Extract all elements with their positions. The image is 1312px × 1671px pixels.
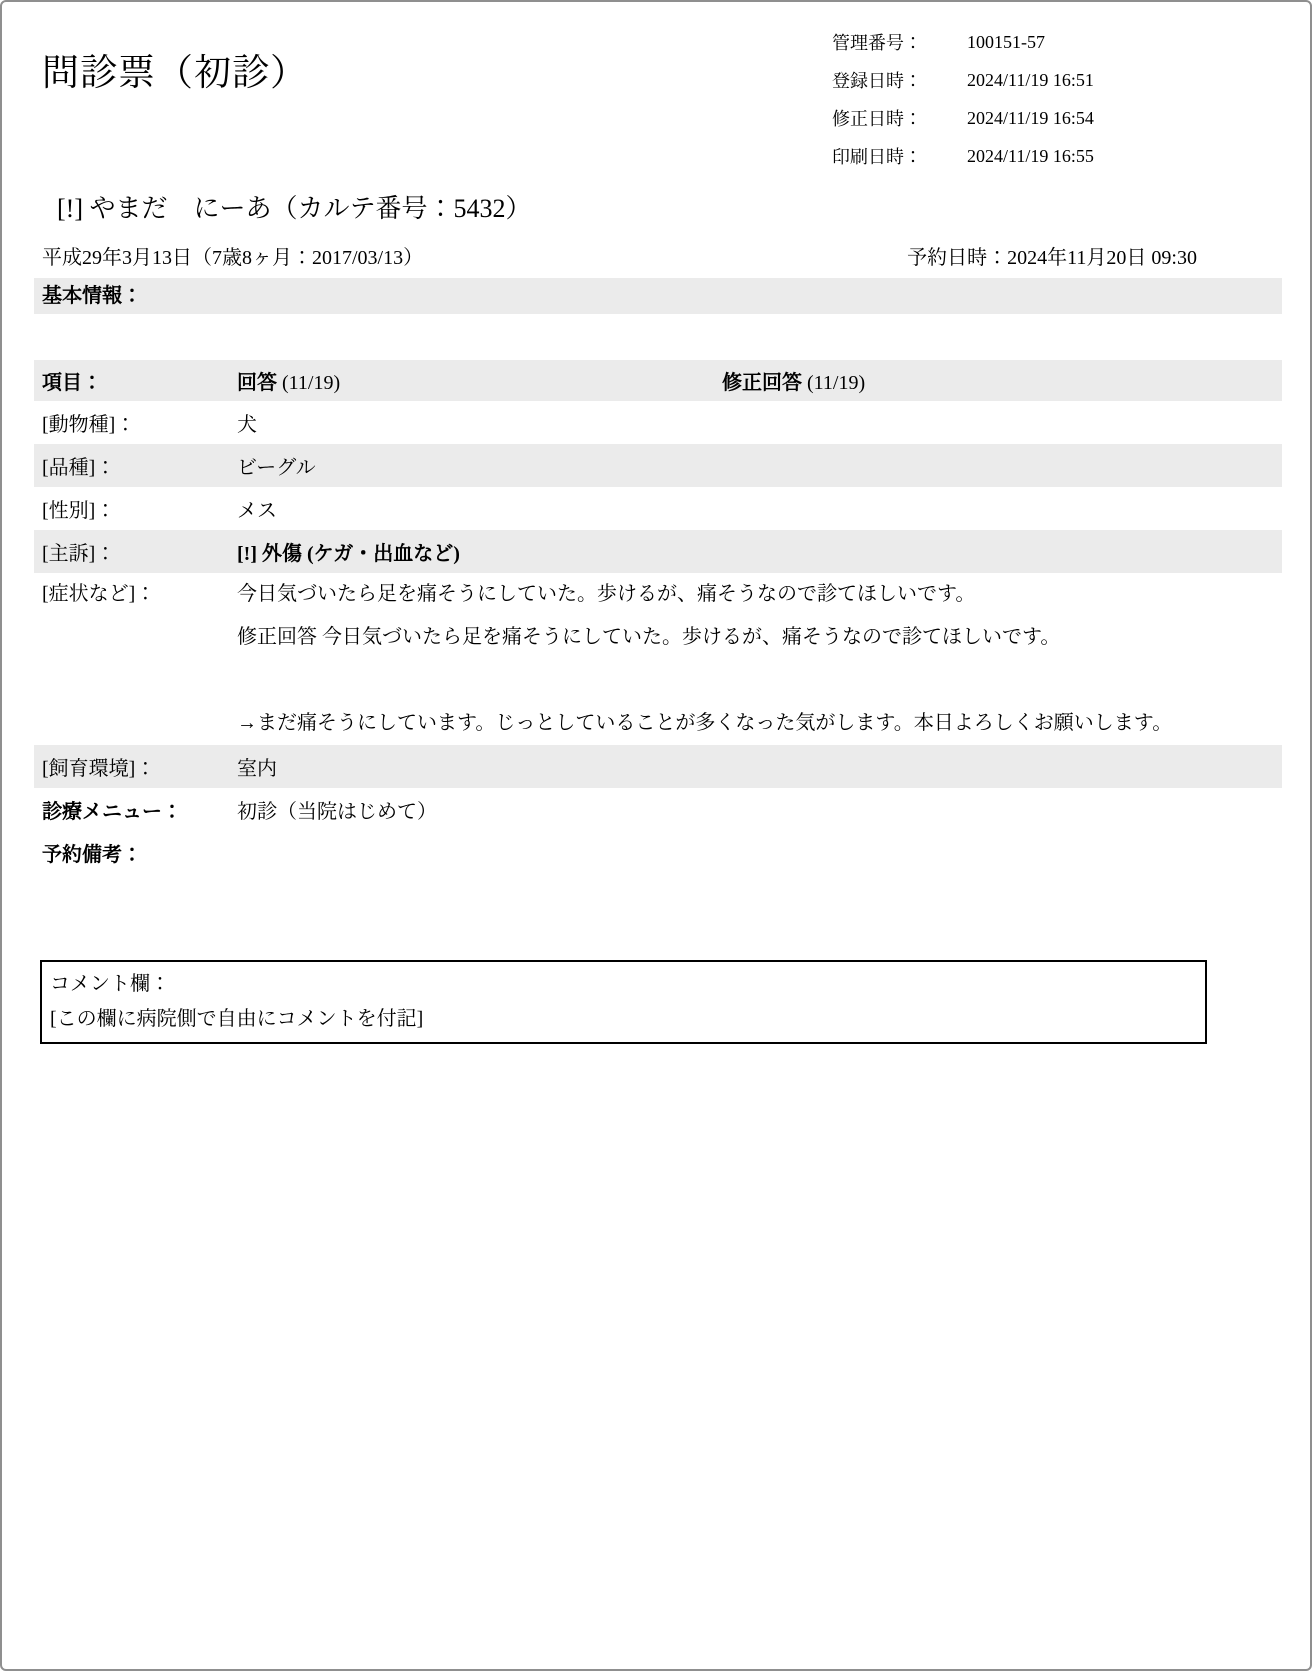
- table-row-breed: [34, 444, 1282, 487]
- patient-sub-line: [42, 241, 1197, 270]
- row-label: 予約備考：: [42, 844, 142, 866]
- printed-at-value: 2024/11/19 16:55: [967, 145, 1094, 166]
- table-row-environment: [34, 745, 1282, 788]
- header-revised-label: 修正回答: [722, 372, 802, 394]
- table-row-symptoms: [34, 573, 1282, 745]
- row-value: ビーグル: [237, 457, 316, 479]
- row-value: 初診（当院はじめて）: [237, 801, 437, 823]
- table-row-species: [34, 401, 1282, 444]
- header-answer-column: [237, 366, 722, 395]
- table-header-row: [34, 360, 1282, 401]
- table-row-chief-complaint: [34, 530, 1282, 573]
- table-row-sex: [34, 487, 1282, 530]
- symptoms-line-1: 今日気づいたら足を痛そうにしていた。歩けるが、痛そうなので診てほしいです。: [237, 583, 976, 605]
- row-label: [品種]：: [42, 457, 116, 479]
- row-value: [!] 外傷 (ケガ・出血など): [237, 543, 460, 565]
- row-label: 診療メニュー：: [42, 801, 182, 823]
- basic-info-section-header: 基本情報：: [34, 278, 1282, 314]
- row-label: [主訴]：: [42, 543, 116, 565]
- patient-birth-line: 平成29年3月13日（7歳8ヶ月：2017/03/13）: [42, 247, 424, 269]
- row-label: [動物種]：: [42, 414, 136, 436]
- header-answer-label: 回答: [237, 372, 277, 394]
- registered-at-value: 2024/11/19 16:51: [967, 69, 1094, 90]
- symptoms-line-3: →まだ痛そうにしています。じっとしていることが多くなった気がします。本日よろしくお願いします。: [237, 712, 1173, 734]
- row-value: メス: [237, 500, 277, 522]
- comment-box: [40, 960, 1207, 1044]
- row-label: [性別]：: [42, 500, 116, 522]
- document-meta: [832, 23, 1094, 175]
- symptoms-text-block: [237, 573, 1282, 745]
- row-label: [飼育環境]：: [42, 758, 156, 780]
- admin-number-value: 100151-57: [967, 31, 1045, 52]
- meta-row-printed-at: [832, 137, 1094, 175]
- printed-at-label: 印刷日時：: [832, 147, 922, 167]
- meta-row-admin-number: [832, 23, 1094, 61]
- table-row-menu: [34, 788, 1282, 831]
- page-title: 問診票（初診）: [42, 53, 308, 94]
- modified-at-value: 2024/11/19 16:54: [967, 107, 1094, 128]
- row-value: 室内: [237, 758, 277, 780]
- row-label: [症状など]：: [42, 583, 156, 605]
- header-revised-column: [722, 366, 1282, 395]
- symptoms-blank-line: [237, 659, 1232, 702]
- comment-box-placeholder: [この欄に病院側で自由にコメントを付記]: [50, 1008, 424, 1030]
- symptoms-line-2: 修正回答 今日気づいたら足を痛そうにしていた。歩けるが、痛そうなので診てほしいです。: [237, 626, 1061, 648]
- patient-name-line: [!] やまだ にーあ（カルテ番号：5432）: [57, 194, 532, 223]
- reservation-datetime: 予約日時：2024年11月20日 09:30: [907, 247, 1197, 269]
- table-row-reservation-notes: [34, 831, 1282, 874]
- registered-at-label: 登録日時：: [832, 71, 922, 91]
- header-item-column: 項目：: [42, 372, 102, 394]
- meta-row-registered-at: [832, 61, 1094, 99]
- comment-box-title: コメント欄：: [50, 973, 170, 995]
- meta-row-modified-at: [832, 99, 1094, 137]
- header-revised-date: (11/19): [807, 372, 866, 394]
- row-value: 犬: [237, 414, 257, 436]
- admin-number-label: 管理番号：: [832, 33, 922, 53]
- header-answer-date: (11/19): [282, 372, 341, 394]
- modified-at-label: 修正日時：: [832, 109, 922, 129]
- questionnaire-table: [34, 360, 1282, 874]
